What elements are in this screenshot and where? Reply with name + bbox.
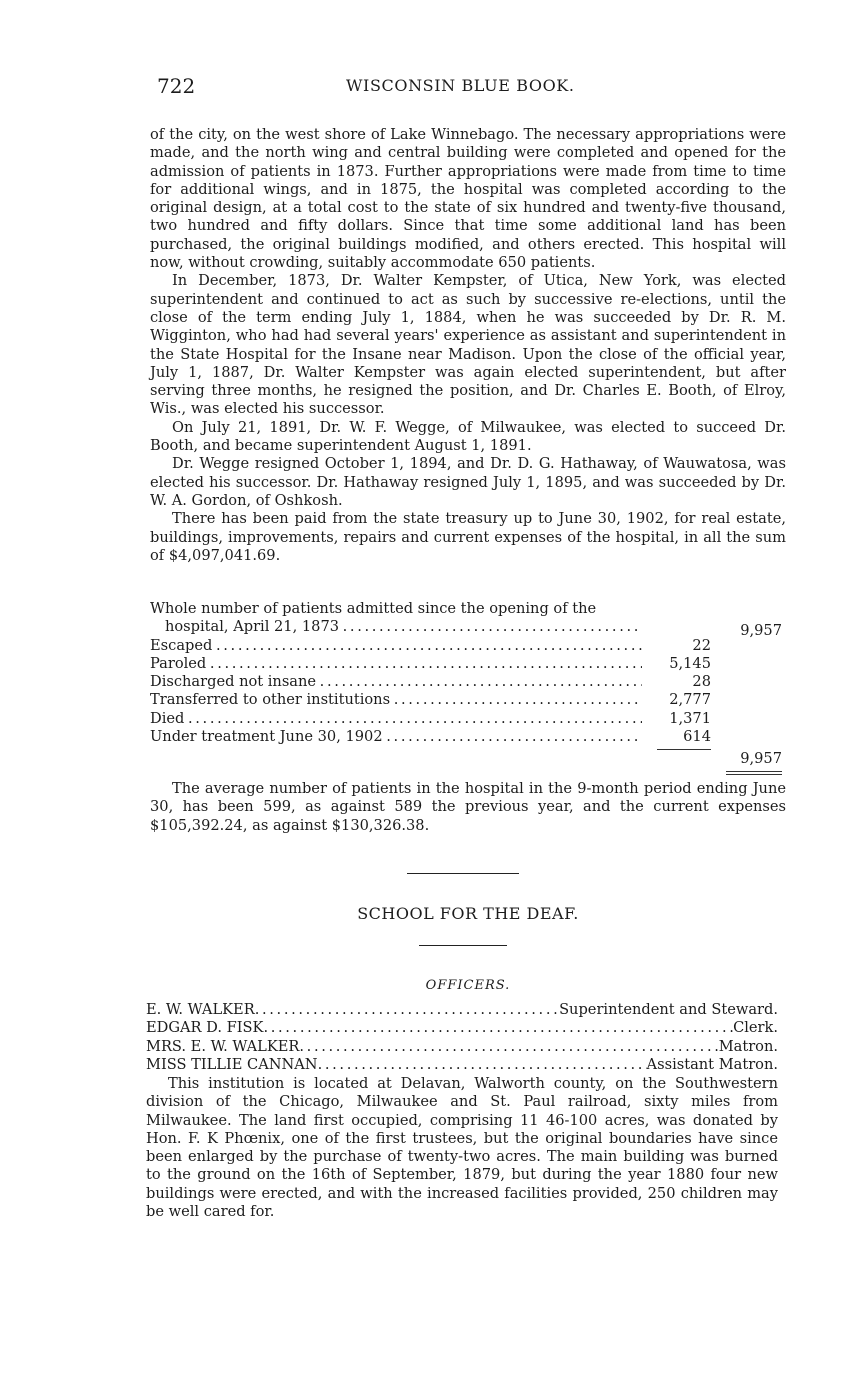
stat-row <box>150 728 786 746</box>
officer-title: Assistant Matron. <box>646 1055 778 1073</box>
officer-name: MISS TILLIE CANNAN <box>146 1055 318 1073</box>
officer-title: Matron. <box>718 1037 778 1055</box>
paragraph: On July 21, 1891, Dr. W. F. Wegge, of Milwaukee, was elected to succeed Dr. Booth, and became superintendent August 1, 1891. <box>150 418 786 455</box>
stat-value: 28 <box>692 673 711 691</box>
officers-heading: OFFICERS. <box>425 978 511 993</box>
stat-label: Under treatment June 30, 1902 . . . <box>150 728 642 746</box>
officers-list <box>146 1001 778 1074</box>
stat-value: 1,371 <box>669 709 711 727</box>
section-divider <box>407 873 519 874</box>
officer-row <box>146 1001 778 1019</box>
officer-title: Clerk. <box>733 1019 778 1037</box>
stat-label: Died . . . <box>150 710 642 728</box>
stat-row <box>150 765 786 773</box>
dot-leader <box>318 1056 647 1074</box>
dot-leader <box>255 1001 559 1019</box>
stat-row <box>150 691 786 709</box>
officer-row <box>146 1056 778 1074</box>
stat-value: 22 <box>692 636 711 654</box>
dot-leader <box>263 1019 733 1037</box>
stat-label: Discharged not insane . . . <box>150 673 642 691</box>
stat-value: 2,777 <box>669 691 711 709</box>
stat-value: 5,145 <box>669 654 711 672</box>
stat-row <box>150 600 786 618</box>
officer-row <box>146 1019 778 1037</box>
stat-label: Paroled . . . <box>150 655 642 673</box>
hospital-history-text <box>150 126 786 565</box>
sum-rule <box>657 749 711 750</box>
officer-name: E. W. WALKER <box>146 1001 255 1018</box>
double-rule <box>726 771 782 775</box>
stat-row <box>150 746 786 768</box>
page-header <box>150 74 786 98</box>
stat-row <box>150 618 786 640</box>
stat-label: Whole number of patients admitted since the opening of the <box>150 600 597 617</box>
section-heading: SCHOOL FOR THE DEAF. <box>357 904 579 923</box>
officer-name: MRS. E. W. WALKER <box>146 1037 300 1055</box>
stat-label: Escaped . . . <box>150 637 642 655</box>
officer-name: EDGAR D. FISK <box>146 1019 264 1037</box>
page-number: 722 <box>157 74 196 98</box>
paragraph: In December, 1873, Dr. Walter Kempster, of Utica, New York, was elected superintendent and continued to act as such by successive re-elections, until the close of the term ending July 1, 1884, when he was succeeded by Dr. R. M. Wigginton, who had had several years' experience as assistant and superintendent in the State Hospital for the Insane near Madison. Upon the close of the official year, July 1, 1887, Dr. Walter Kempster was again elected superintendent, but after serving three months, he resigned the position, and Dr. Charles E. Booth, of Elroy, Wis., was elected his successor. <box>150 272 786 418</box>
paragraph: of the city, on the west shore of Lake Winnebago. The necessary appropriations were made, and the north wing and central building were completed and opened for the admission of patients in 1873. Further appropriations were made from time to time for additional wings, and in 1875, the hospital was completed according to the original design, at a total cost to the state of six hundred and twenty-five thousand, two hundred and fifty dollars. Since that time some additional land has been purchased, the original buildings modified, and others erected. This hospital will now, without crowding, suitably accommodate 650 patients. <box>150 126 786 272</box>
stat-row <box>150 655 786 673</box>
officer-row <box>146 1038 778 1056</box>
paragraph: Dr. Wegge resigned October 1, 1894, and Dr. D. G. Hathaway, of Wauwatosa, was elected his successor. Dr. Hathaway resigned July 1, 1895, and was succeeded by Dr. W. A. Gordon, of Oshkosh. <box>150 455 786 509</box>
stat-total: 9,957 <box>740 622 782 640</box>
stat-row <box>150 710 786 728</box>
average-patients-paragraph: The average number of patients in the hospital in the 9-month period ending June 30, has been 599, as against 589 the previous year, and the current expenses $105,392.24, as against $130,326.38. <box>150 780 786 834</box>
stat-label: hospital, April 21, 1873 . . . <box>150 618 642 636</box>
stat-label: Transferred to other institutions . . . <box>150 691 642 709</box>
stat-row <box>150 673 786 691</box>
stat-value: 614 <box>683 728 711 746</box>
section-divider <box>419 945 507 946</box>
school-description-paragraph: This institution is located at Delavan, Walworth county, on the Southwestern division of the Chicago, Milwaukee and St. Paul railroad, sixty miles from Milwaukee. The land first occupied, comprising 11 46-100 acres, was donated by Hon. F. K Phœnix, one of the first trustees, but the original boundaries have since been enlarged by the purchase of twenty-two acres. The main building was burned to the ground on the 16th of September, 1879, but during the year 1880 four new buildings were erected, and with the increased facilities provided, 250 children may be well cared for. <box>146 1075 778 1221</box>
patient-statistics-table <box>150 600 786 773</box>
stat-row <box>150 637 786 655</box>
officer-title: Superintendent and Steward. <box>559 1001 778 1018</box>
stat-sum: 9,957 <box>740 750 782 768</box>
running-title: WISCONSIN BLUE BOOK. <box>346 76 575 95</box>
dot-leader <box>299 1038 718 1056</box>
paragraph: There has been paid from the state treasury up to June 30, 1902, for real estate, buildings, improvements, repairs and current expenses of the hospital, in all the sum of $4,097,041.69. <box>150 510 786 564</box>
